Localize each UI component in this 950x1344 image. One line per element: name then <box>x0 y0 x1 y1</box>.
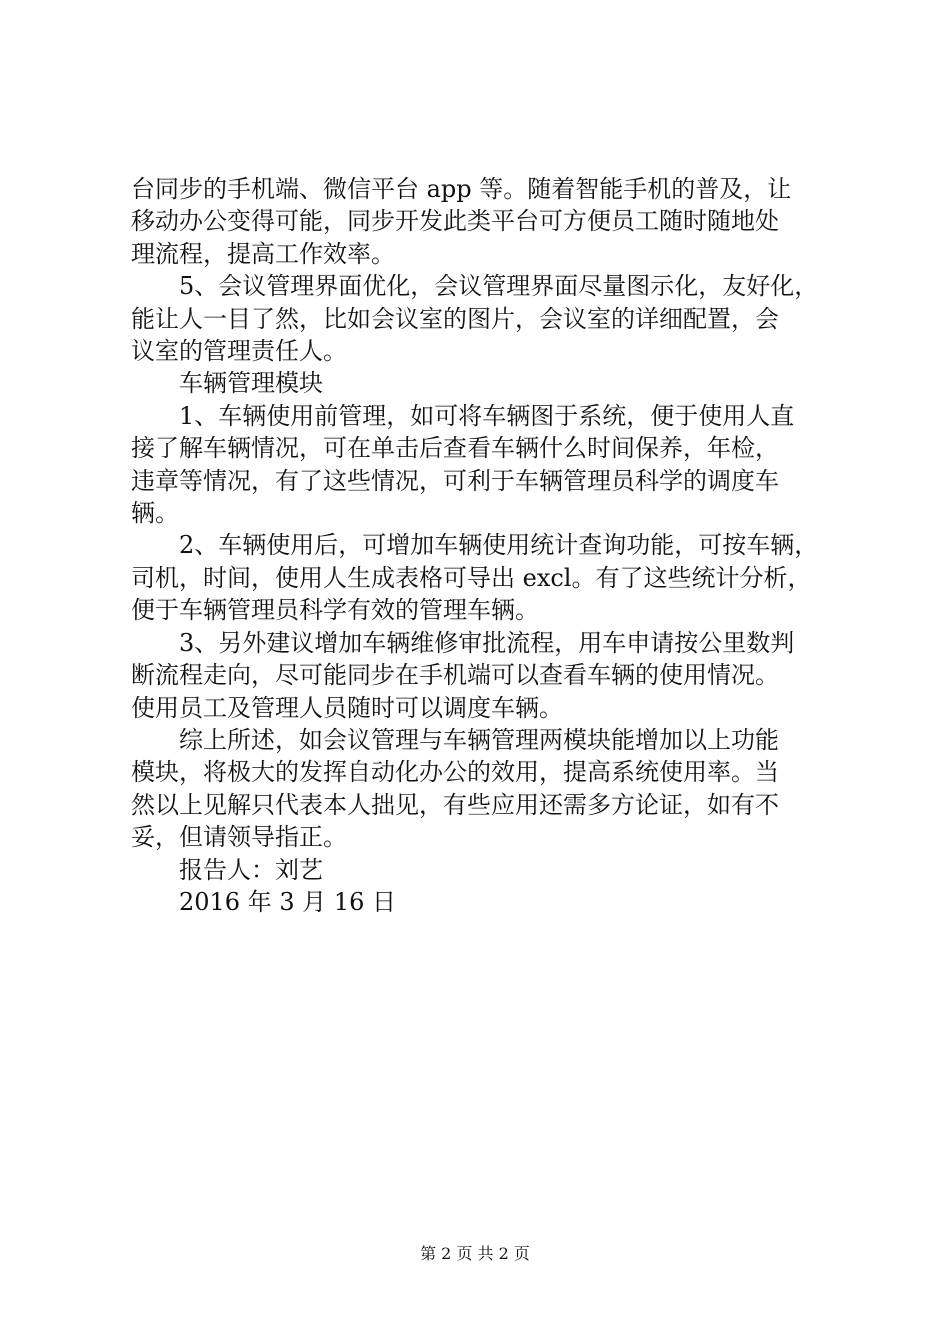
paragraph-vehicle-after-use <box>131 529 831 626</box>
text-line: 便于车辆管理员科学有效的管理车辆。 <box>131 596 539 625</box>
text-line: 议室的管理责任人。 <box>131 337 347 366</box>
text-line: 台同步的手机端、微信平台 app 等。随着智能手机的普及，让 <box>131 175 792 203</box>
text-line: 接了解车辆情况，可在单击后查看车辆什么时间保养，年检， <box>131 434 779 463</box>
text-line: 断流程走向，尽可能同步在手机端可以查看车辆的使用情况。 <box>131 661 779 690</box>
text-line: 然以上见解只代表本人拙见，有些应用还需多方论证，如有不 <box>131 790 779 819</box>
text-line: 车辆管理模块 <box>179 369 323 398</box>
text-line: 能让人一目了然，比如会议室的图片，会议室的详细配置，会 <box>131 304 779 333</box>
text-line: 2、车辆使用后，可增加车辆使用统计查询功能，可按车辆， <box>179 531 819 560</box>
text-line: 司机，时间，使用人生成表格可导出 excl。有了这些统计分析， <box>131 563 812 592</box>
text-line: 5、会议管理界面优化，会议管理界面尽量图示化，友好化， <box>179 272 819 301</box>
date-line <box>131 886 831 918</box>
paragraph-vehicle-before-use <box>131 400 831 530</box>
paragraph-summary <box>131 724 831 854</box>
section-heading-vehicle <box>131 367 831 399</box>
text-line: 报告人：刘艺 <box>179 855 323 884</box>
text-line: 移动办公变得可能，同步开发此类平台可方便员工随时随地处 <box>131 207 779 236</box>
paragraph-continuation <box>131 173 831 270</box>
paragraph-vehicle-repair <box>131 627 831 724</box>
text-line: 辆。 <box>131 499 179 528</box>
page-number-footer: 第 2 页 共 2 页 <box>420 1244 530 1263</box>
text-line: 综上所述，如会议管理与车辆管理两模块能增加以上功能 <box>179 725 779 754</box>
text-line: 违章等情况，有了这些情况，可利于车辆管理员科学的调度车 <box>131 466 779 495</box>
text-line: 模块，将极大的发挥自动化办公的效用，提高系统使用率。当 <box>131 758 779 787</box>
text-line: 3、另外建议增加车辆维修审批流程，用车申请按公里数判 <box>179 628 795 657</box>
text-line: 2016 年 3 月 16 日 <box>179 887 397 916</box>
reporter-line <box>131 854 831 886</box>
document-body <box>131 173 831 918</box>
paragraph-meeting-ui <box>131 270 831 367</box>
text-line: 理流程，提高工作效率。 <box>131 239 395 268</box>
text-line: 1、车辆使用前管理，如可将车辆图于系统，便于使用人直 <box>179 401 795 430</box>
text-line: 妥，但请领导指正。 <box>131 823 347 852</box>
text-line: 使用员工及管理人员随时可以调度车辆。 <box>131 693 563 722</box>
